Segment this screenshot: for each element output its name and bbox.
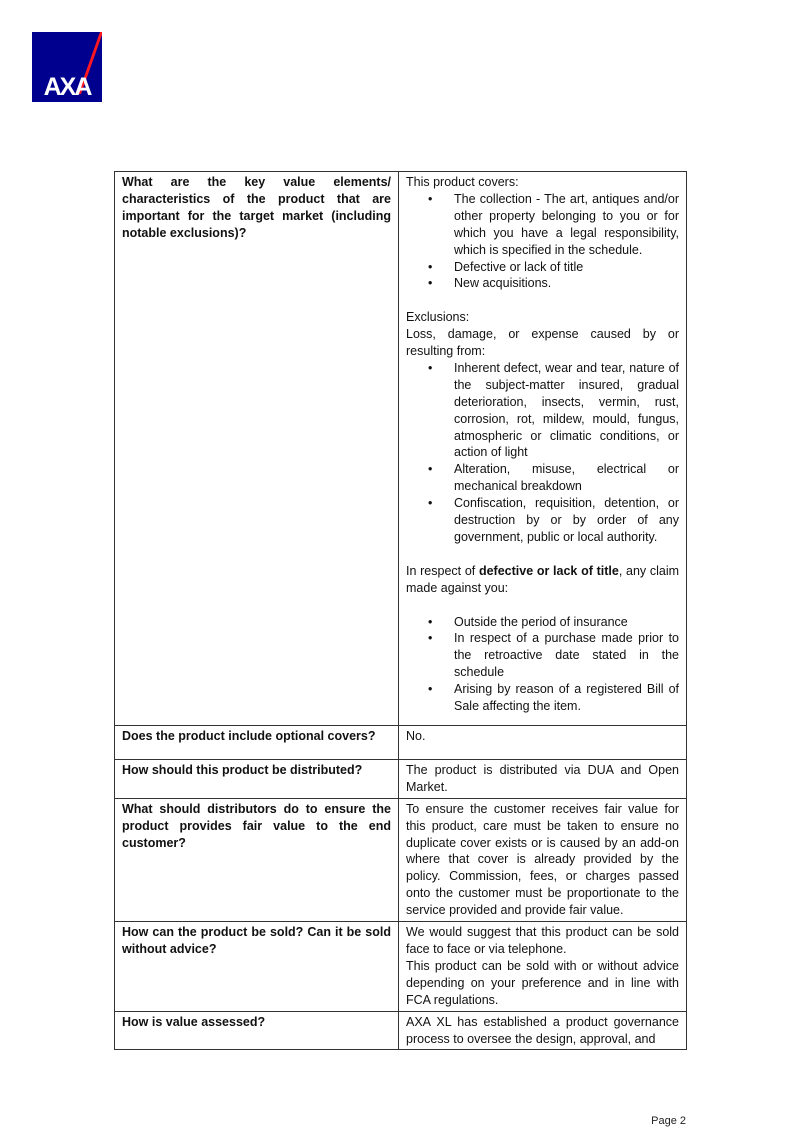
- title-intro-suffix: , any claim made against you:: [406, 563, 680, 595]
- list-item: • Alteration, misuse, electrical or mechanical breakdown: [406, 461, 679, 495]
- page-number: Page 2: [651, 1115, 686, 1127]
- answer-line: We would suggest that this product can be sold face to face or via telephone.: [406, 925, 679, 957]
- covers-intro: This product covers:: [406, 175, 519, 189]
- question-cell: How should this product be distributed?: [115, 759, 399, 798]
- title-intro: [406, 563, 679, 597]
- answer-cell: To ensure the customer receives fair value for this product, care must be taken to ensure no duplicate cover exists or is caused by an add-on where that cover is already provided by the policy. Commission, fees, or charges passed onto the customer must be proportionate to the service provided and provide fair value.: [399, 798, 687, 921]
- question-cell: How can the product be sold? Can it be sold without advice?: [115, 922, 399, 1012]
- table-row: [115, 725, 687, 759]
- svg-text:AXA: AXA: [43, 73, 91, 101]
- exclusions-heading: Exclusions:: [406, 310, 470, 325]
- answer-cell: [399, 922, 687, 1012]
- table-row: [115, 172, 687, 726]
- axa-logo-mark: [32, 32, 102, 102]
- list-item: • Outside the period of insurance: [406, 614, 679, 631]
- list-item: • Defective or lack of title: [406, 259, 679, 276]
- product-info-table: [114, 171, 687, 1050]
- question-cell: What should distributors do to ensure the product provides fair value to the end customer?: [115, 798, 399, 921]
- answer-cell: The product is distributed via DUA and Open Market.: [399, 759, 687, 798]
- answer-cell: [399, 172, 687, 726]
- table-row: [115, 922, 687, 1012]
- exclusions-intro: Loss, damage, or expense caused by or resulting from:: [406, 327, 679, 359]
- title-list: [406, 614, 679, 715]
- list-item: • Confiscation, requisition, detention, or destruction by or by order of any government, public or local authority.: [406, 495, 679, 546]
- title-intro-prefix: In respect of: [406, 563, 479, 578]
- table-row: [115, 798, 687, 921]
- table-row: [115, 1011, 687, 1050]
- axa-logo: [32, 32, 102, 102]
- list-item: • New acquisitions.: [406, 275, 679, 292]
- title-intro-bold: defective or lack of title: [478, 563, 619, 578]
- list-item: • Arising by reason of a registered Bill of Sale affecting the item.: [406, 681, 679, 715]
- answer-line: This product can be sold with or without advice depending on your preference and in line with FCA regulations.: [406, 958, 679, 1007]
- table-row: [115, 759, 687, 798]
- list-item: • In respect of a purchase made prior to the retroactive date stated in the schedule: [406, 630, 679, 681]
- exclusions-list: [406, 360, 679, 546]
- answer-cell: AXA XL has established a product governance process to oversee the design, approval, and: [399, 1011, 687, 1050]
- question-cell: How is value assessed?: [115, 1011, 399, 1050]
- question-cell: What are the key value elements/ characteristics of the product that are important for the target market (including notable exclusions)?: [115, 172, 399, 726]
- question-cell: Does the product include optional covers?: [115, 725, 399, 759]
- covers-list: [406, 191, 679, 292]
- answer-cell: No.: [399, 725, 687, 759]
- list-item: • The collection - The art, antiques and/or other property belonging to you or for which you have a legal responsibility, which is specified in the schedule.: [406, 191, 679, 259]
- list-item: • Inherent defect, wear and tear, nature of the subject-matter insured, gradual deterioration, insects, vermin, rust, corrosion, rot, mildew, mould, fungus, atmospheric or climatic conditions, or action of light: [406, 360, 679, 461]
